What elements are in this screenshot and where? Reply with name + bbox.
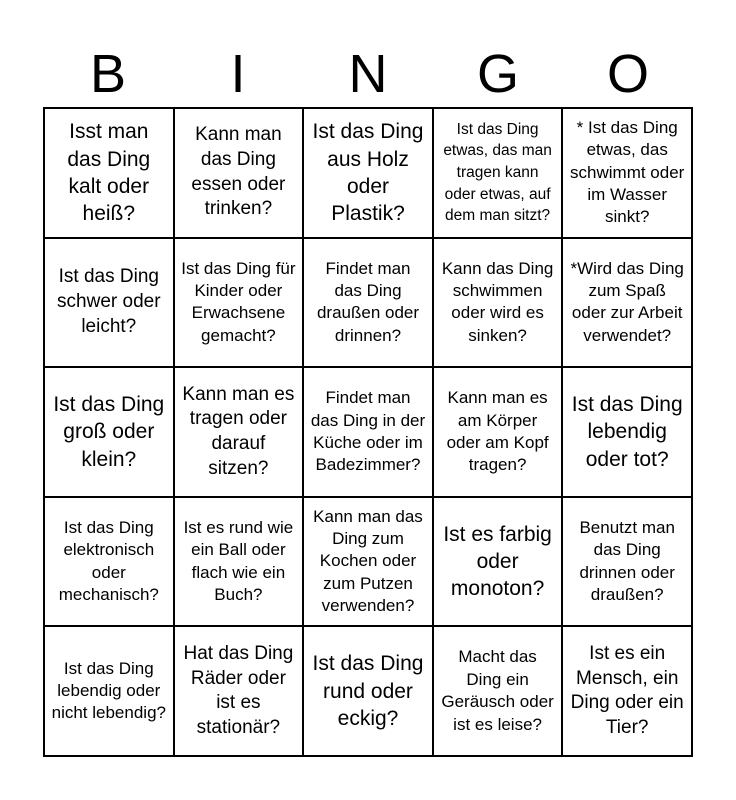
bingo-cell-r3-c5: Ist das Ding lebendig oder tot?: [563, 368, 693, 498]
bingo-cell-r2-c3: Findet man das Ding draußen oder drinnen?: [304, 239, 434, 369]
bingo-cell-r2-c5: *Wird das Ding zum Spaß oder zur Arbeit verwendet?: [563, 239, 693, 369]
bingo-cell-r5-c3: Ist das Ding rund oder eckig?: [304, 627, 434, 757]
bingo-cell-r5-c5: Ist es ein Mensch, ein Ding oder ein Tier?: [563, 627, 693, 757]
bingo-card-grid: [43, 107, 693, 757]
bingo-letter-g: G: [476, 44, 519, 104]
bingo-cell-r5-c1: Ist das Ding lebendig oder nicht lebendig?: [45, 627, 175, 757]
bingo-cell-r4-c5: Benutzt man das Ding drinnen oder draußen?: [563, 498, 693, 628]
bingo-cell-r2-c1: Ist das Ding schwer oder leicht?: [45, 239, 175, 369]
bingo-letter-n: N: [348, 44, 388, 104]
bingo-cell-r1-c5: * Ist das Ding etwas, das schwimmt oder im Wasser sinkt?: [563, 109, 693, 239]
bingo-cell-r1-c3: Ist das Ding aus Holz oder Plastik?: [304, 109, 434, 239]
bingo-cell-r5-c4: Macht das Ding ein Geräusch oder ist es leise?: [434, 627, 564, 757]
bingo-letter-b: B: [89, 44, 127, 104]
bingo-cell-r1-c4: Ist das Ding etwas, das man tragen kann oder etwas, auf dem man sitzt?: [434, 109, 564, 239]
bingo-letter-i: I: [230, 44, 246, 104]
bingo-cell-r4-c3: Kann man das Ding zum Kochen oder zum Putzen verwenden?: [304, 498, 434, 628]
bingo-cell-r4-c2: Ist es rund wie ein Ball oder flach wie ein Buch?: [175, 498, 305, 628]
bingo-cell-r4-c1: Ist das Ding elektronisch oder mechanisch?: [45, 498, 175, 628]
bingo-cell-r2-c4: Kann das Ding schwimmen oder wird es sinken?: [434, 239, 564, 369]
bingo-cell-r3-c3: Findet man das Ding in der Küche oder im Badezimmer?: [304, 368, 434, 498]
bingo-letter-o: O: [606, 44, 649, 104]
bingo-cell-r3-c1: Ist das Ding groß oder klein?: [45, 368, 175, 498]
bingo-cell-r3-c2: Kann man es tragen oder darauf sitzen?: [175, 368, 305, 498]
bingo-cell-r5-c2: Hat das Ding Räder oder ist es stationär?: [175, 627, 305, 757]
bingo-header: [43, 40, 693, 108]
bingo-cell-r3-c4: Kann man es am Körper oder am Kopf tragen?: [434, 368, 564, 498]
bingo-cell-r1-c1: Isst man das Ding kalt oder heiß?: [45, 109, 175, 239]
bingo-cell-r2-c2: Ist das Ding für Kinder oder Erwachsene gemacht?: [175, 239, 305, 369]
bingo-cell-r1-c2: Kann man das Ding essen oder trinken?: [175, 109, 305, 239]
bingo-cell-r4-c4: Ist es farbig oder monoton?: [434, 498, 564, 628]
